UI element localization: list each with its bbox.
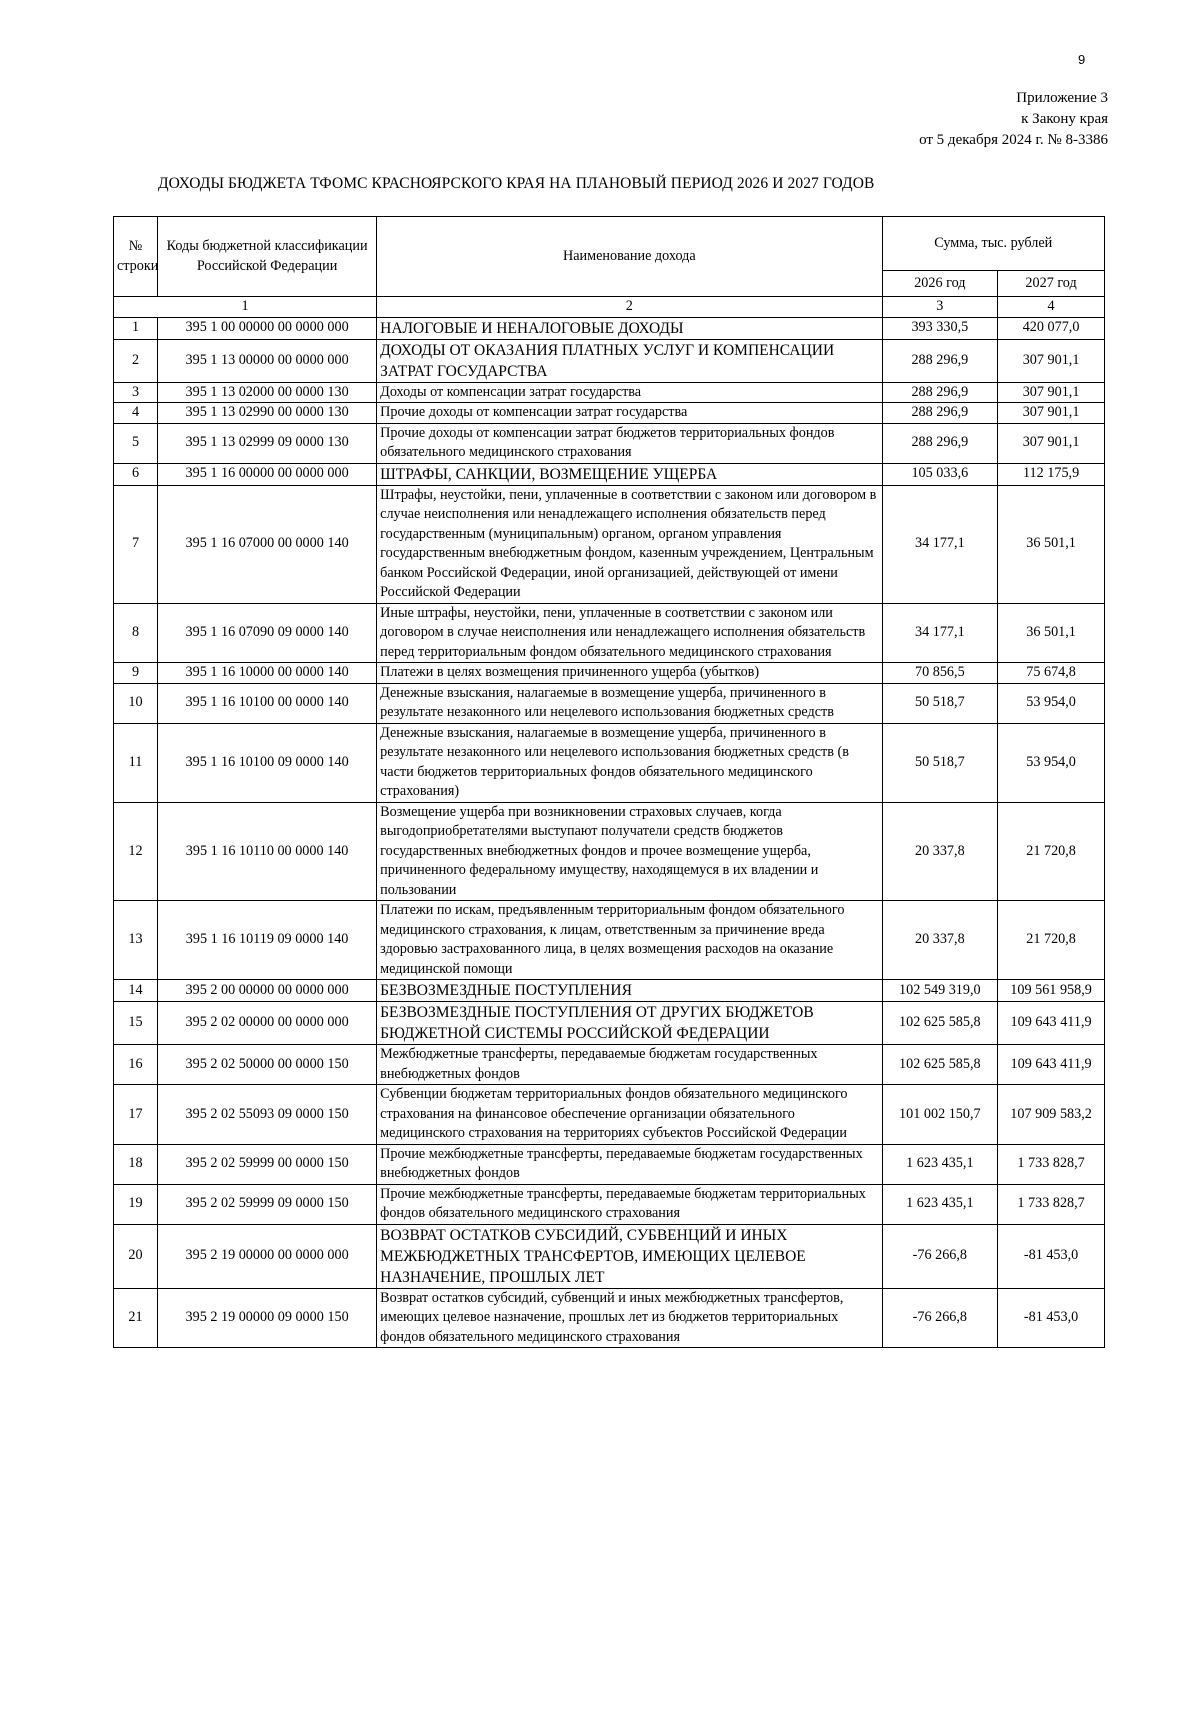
amount-2027: 109 643 411,9 xyxy=(998,1002,1105,1045)
amount-2026: 50 518,7 xyxy=(882,683,998,723)
table-row xyxy=(114,663,1105,684)
income-name: Денежные взыскания, налагаемые в возмещение ущерба, причиненного в результате незаконного или нецелевого использования бюджетных средств (в части бюджетов территориальных фондов обязательного медицинского страхования) xyxy=(377,723,882,802)
table-row xyxy=(114,1184,1105,1224)
document-title: ДОХОДЫ БЮДЖЕТА ТФОМС КРАСНОЯРСКОГО КРАЯ НА ПЛАНОВЫЙ ПЕРИОД 2026 И 2027 ГОДОВ xyxy=(158,175,875,192)
annex-reference xyxy=(919,88,1108,151)
income-name: Доходы от компенсации затрат государства xyxy=(377,382,882,403)
table-row xyxy=(114,463,1105,485)
budget-code: 395 1 16 07090 09 0000 140 xyxy=(158,603,377,663)
income-name: Прочие межбюджетные трансферты, передаваемые бюджетам государственных внебюджетных фондов xyxy=(377,1144,882,1184)
amount-2027: 36 501,1 xyxy=(998,603,1105,663)
amount-2026: -76 266,8 xyxy=(882,1224,998,1288)
budget-code: 395 1 13 00000 00 0000 000 xyxy=(158,339,377,382)
income-name: НАЛОГОВЫЕ И НЕНАЛОГОВЫЕ ДОХОДЫ xyxy=(377,317,882,339)
amount-2027: 112 175,9 xyxy=(998,463,1105,485)
table-row xyxy=(114,603,1105,663)
income-name: Возврат остатков субсидий, субвенций и иных межбюджетных трансфертов, имеющих целевое назначение, прошлых лет из бюджетов территориальных фондов обязательного медицинского страхования xyxy=(377,1288,882,1348)
income-name: Возмещение ущерба при возникновении страховых случаев, когда выгодоприобретателями выступают получатели средств бюджетов государственных внебюджетных фондов и прочее возмещение ущерба, причиненного федеральному имуществу, находящемуся в их владении и пользовании xyxy=(377,802,882,901)
budget-code: 395 1 13 02000 00 0000 130 xyxy=(158,382,377,403)
budget-code: 395 2 19 00000 09 0000 150 xyxy=(158,1288,377,1348)
annex-date: от 5 декабря 2024 г. № 8-3386 xyxy=(919,132,1108,148)
table-row xyxy=(114,317,1105,339)
budget-code: 395 2 02 00000 00 0000 000 xyxy=(158,1002,377,1045)
budget-code: 395 1 13 02999 09 0000 130 xyxy=(158,423,377,463)
row-number: 20 xyxy=(114,1224,158,1288)
row-number: 21 xyxy=(114,1288,158,1348)
amount-2027: 307 901,1 xyxy=(998,423,1105,463)
amount-2027: 107 909 583,2 xyxy=(998,1085,1105,1145)
amount-2026: 20 337,8 xyxy=(882,802,998,901)
income-name: Штрафы, неустойки, пени, уплаченные в соответствии с законом или договором в случае неисполнения или ненадлежащего исполнения обязательств перед государственным (муниципальным) органом, органом управления государственным внебюджетным фондом, казенным учреждением, Центральным банком Российской Федерации, иной организацией, действующей от имени Российской Федерации xyxy=(377,485,882,603)
amount-2026: 288 296,9 xyxy=(882,423,998,463)
amount-2026: 102 625 585,8 xyxy=(882,1002,998,1045)
table-row xyxy=(114,683,1105,723)
row-number: 2 xyxy=(114,339,158,382)
table-row xyxy=(114,980,1105,1002)
income-table xyxy=(113,216,1105,1348)
annex-law: к Закону края xyxy=(1021,111,1108,127)
budget-code: 395 2 02 55093 09 0000 150 xyxy=(158,1085,377,1145)
table-row xyxy=(114,1224,1105,1288)
amount-2027: -81 453,0 xyxy=(998,1288,1105,1348)
amount-2027: 21 720,8 xyxy=(998,901,1105,980)
row-number: 17 xyxy=(114,1085,158,1145)
header-year-2026: 2026 год xyxy=(882,271,998,297)
table-row xyxy=(114,1288,1105,1348)
budget-code: 395 2 02 50000 00 0000 150 xyxy=(158,1045,377,1085)
amount-2026: 70 856,5 xyxy=(882,663,998,684)
row-number: 7 xyxy=(114,485,158,603)
header-sum: Сумма, тыс. рублей xyxy=(882,217,1104,271)
income-name: Прочие межбюджетные трансферты, передаваемые бюджетам территориальных фондов обязательного медицинского страхования xyxy=(377,1184,882,1224)
amount-2026: 34 177,1 xyxy=(882,603,998,663)
income-name: БЕЗВОЗМЕЗДНЫЕ ПОСТУПЛЕНИЯ xyxy=(377,980,882,1002)
header-year-2027: 2027 год xyxy=(998,271,1105,297)
amount-2027: 21 720,8 xyxy=(998,802,1105,901)
amount-2027: 109 643 411,9 xyxy=(998,1045,1105,1085)
income-name: ШТРАФЫ, САНКЦИИ, ВОЗМЕЩЕНИЕ УЩЕРБА xyxy=(377,463,882,485)
table-row xyxy=(114,723,1105,802)
income-name: Прочие доходы от компенсации затрат бюджетов территориальных фондов обязательного медицинского страхования xyxy=(377,423,882,463)
row-number: 1 xyxy=(114,317,158,339)
amount-2026: 50 518,7 xyxy=(882,723,998,802)
table-row xyxy=(114,339,1105,382)
row-number: 4 xyxy=(114,403,158,424)
row-number: 9 xyxy=(114,663,158,684)
amount-2027: -81 453,0 xyxy=(998,1224,1105,1288)
income-name: Иные штрафы, неустойки, пени, уплаченные в соответствии с законом или договором в случае неисполнения или ненадлежащего исполнения обязательств перед территориальным фондом обязательного медицинского страхования xyxy=(377,603,882,663)
income-name: Денежные взыскания, налагаемые в возмещение ущерба, причиненного в результате незаконного или нецелевого использования бюджетных средств xyxy=(377,683,882,723)
income-name: Платежи по искам, предъявленным территориальным фондом обязательного медицинского страхования, к лицам, ответственным за причинение вреда здоровью застрахованного лица, в целях возмещения расходов на оказание медицинской помощи xyxy=(377,901,882,980)
column-index-2: 2 xyxy=(377,297,882,318)
column-index-4: 4 xyxy=(998,297,1105,318)
income-name: ВОЗВРАТ ОСТАТКОВ СУБСИДИЙ, СУБВЕНЦИЙ И ИНЫХ МЕЖБЮДЖЕТНЫХ ТРАНСФЕРТОВ, ИМЕЮЩИХ ЦЕЛЕВОЕ НАЗНАЧЕНИЕ, ПРОШЛЫХ ЛЕТ xyxy=(377,1224,882,1288)
table-row xyxy=(114,1045,1105,1085)
row-number: 13 xyxy=(114,901,158,980)
row-number: 14 xyxy=(114,980,158,1002)
budget-code: 395 1 16 07000 00 0000 140 xyxy=(158,485,377,603)
table-row xyxy=(114,423,1105,463)
table-row xyxy=(114,403,1105,424)
amount-2027: 1 733 828,7 xyxy=(998,1144,1105,1184)
amount-2026: 102 625 585,8 xyxy=(882,1045,998,1085)
page-number: 9 xyxy=(1078,52,1086,67)
amount-2027: 53 954,0 xyxy=(998,723,1105,802)
amount-2026: 102 549 319,0 xyxy=(882,980,998,1002)
income-name: Платежи в целях возмещения причиненного ущерба (убытков) xyxy=(377,663,882,684)
budget-code: 395 1 13 02990 00 0000 130 xyxy=(158,403,377,424)
amount-2027: 307 901,1 xyxy=(998,339,1105,382)
amount-2026: 393 330,5 xyxy=(882,317,998,339)
amount-2027: 420 077,0 xyxy=(998,317,1105,339)
budget-code: 395 2 02 59999 00 0000 150 xyxy=(158,1144,377,1184)
amount-2026: -76 266,8 xyxy=(882,1288,998,1348)
budget-code: 395 1 16 10110 00 0000 140 xyxy=(158,802,377,901)
amount-2026: 288 296,9 xyxy=(882,382,998,403)
column-index-1: 1 xyxy=(114,297,377,318)
header-codes: Коды бюджетной классификации Российской Федерации xyxy=(158,217,377,297)
header-income-name: Наименование дохода xyxy=(377,217,882,297)
income-name: Межбюджетные трансферты, передаваемые бюджетам государственных внебюджетных фондов xyxy=(377,1045,882,1085)
row-number: 11 xyxy=(114,723,158,802)
row-number: 10 xyxy=(114,683,158,723)
budget-code: 395 1 16 00000 00 0000 000 xyxy=(158,463,377,485)
income-name: Субвенции бюджетам территориальных фондов обязательного медицинского страхования на финансовое обеспечение организации обязательного медицинского страхования на территориях субъектов Российской Федерации xyxy=(377,1085,882,1145)
amount-2026: 288 296,9 xyxy=(882,403,998,424)
table-row xyxy=(114,1144,1105,1184)
amount-2027: 75 674,8 xyxy=(998,663,1105,684)
row-number: 16 xyxy=(114,1045,158,1085)
amount-2027: 53 954,0 xyxy=(998,683,1105,723)
column-index-3: 3 xyxy=(882,297,998,318)
amount-2027: 1 733 828,7 xyxy=(998,1184,1105,1224)
income-name: Прочие доходы от компенсации затрат государства xyxy=(377,403,882,424)
row-number: 15 xyxy=(114,1002,158,1045)
row-number: 3 xyxy=(114,382,158,403)
income-name: БЕЗВОЗМЕЗДНЫЕ ПОСТУПЛЕНИЯ ОТ ДРУГИХ БЮДЖЕТОВ БЮДЖЕТНОЙ СИСТЕМЫ РОССИЙСКОЙ ФЕДЕРАЦИИ xyxy=(377,1002,882,1045)
amount-2026: 105 033,6 xyxy=(882,463,998,485)
amount-2027: 109 561 958,9 xyxy=(998,980,1105,1002)
row-number: 5 xyxy=(114,423,158,463)
row-number: 8 xyxy=(114,603,158,663)
budget-code: 395 1 00 00000 00 0000 000 xyxy=(158,317,377,339)
amount-2027: 36 501,1 xyxy=(998,485,1105,603)
header-row-number: № строки xyxy=(114,217,158,297)
amount-2026: 1 623 435,1 xyxy=(882,1184,998,1224)
annex-number: Приложение 3 xyxy=(1016,90,1108,106)
amount-2026: 34 177,1 xyxy=(882,485,998,603)
budget-code: 395 2 00 00000 00 0000 000 xyxy=(158,980,377,1002)
budget-code: 395 1 16 10100 00 0000 140 xyxy=(158,683,377,723)
table-row xyxy=(114,901,1105,980)
amount-2027: 307 901,1 xyxy=(998,382,1105,403)
row-number: 18 xyxy=(114,1144,158,1184)
table-row xyxy=(114,485,1105,603)
amount-2026: 20 337,8 xyxy=(882,901,998,980)
table-row xyxy=(114,802,1105,901)
table-body xyxy=(114,317,1105,1348)
budget-code: 395 1 16 10100 09 0000 140 xyxy=(158,723,377,802)
amount-2026: 288 296,9 xyxy=(882,339,998,382)
row-number: 6 xyxy=(114,463,158,485)
row-number: 19 xyxy=(114,1184,158,1224)
budget-code: 395 1 16 10000 00 0000 140 xyxy=(158,663,377,684)
budget-code: 395 2 02 59999 09 0000 150 xyxy=(158,1184,377,1224)
amount-2026: 1 623 435,1 xyxy=(882,1144,998,1184)
amount-2026: 101 002 150,7 xyxy=(882,1085,998,1145)
row-number: 12 xyxy=(114,802,158,901)
table-row xyxy=(114,1002,1105,1045)
income-name: ДОХОДЫ ОТ ОКАЗАНИЯ ПЛАТНЫХ УСЛУГ И КОМПЕНСАЦИИ ЗАТРАТ ГОСУДАРСТВА xyxy=(377,339,882,382)
budget-code: 395 2 19 00000 00 0000 000 xyxy=(158,1224,377,1288)
budget-code: 395 1 16 10119 09 0000 140 xyxy=(158,901,377,980)
amount-2027: 307 901,1 xyxy=(998,403,1105,424)
table-row xyxy=(114,1085,1105,1145)
table-header xyxy=(114,217,1105,318)
table-row xyxy=(114,382,1105,403)
column-index-row xyxy=(114,297,1105,318)
